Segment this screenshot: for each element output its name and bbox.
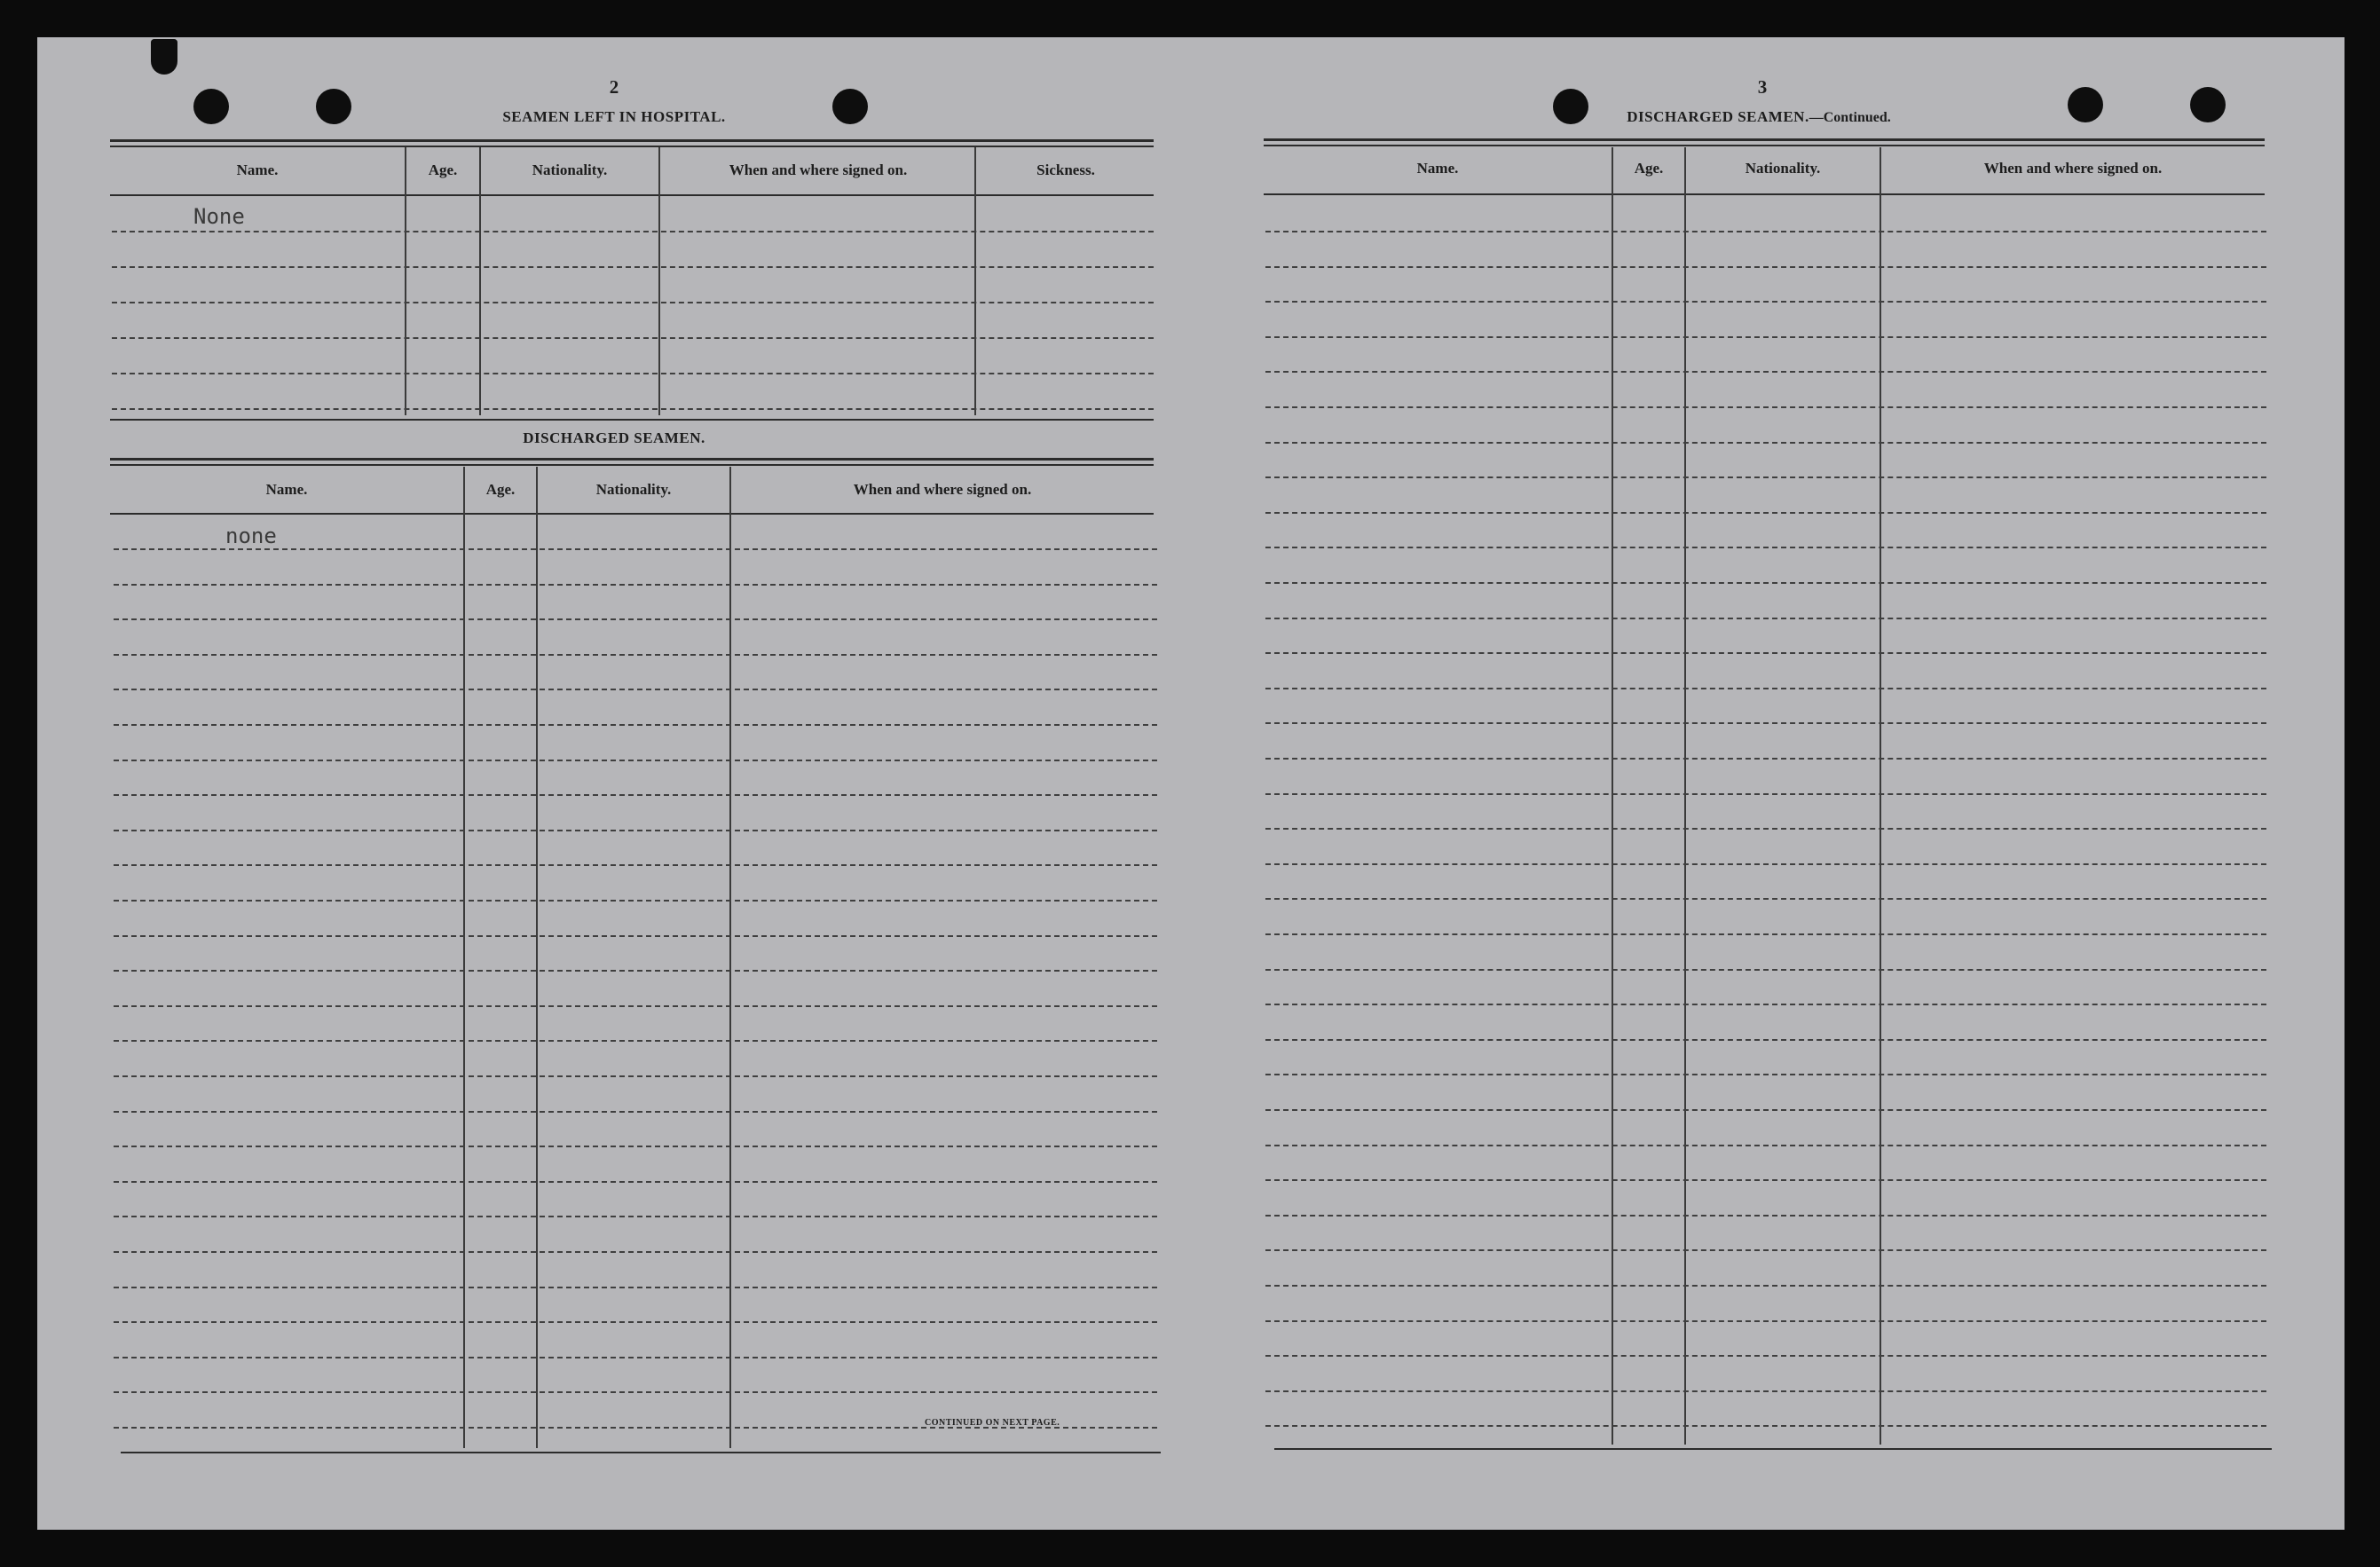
continued-suffix: —Continued. [1809, 110, 1891, 125]
discharged-entry: none [225, 524, 277, 548]
entry-line [1265, 688, 2266, 689]
discharged-section-title: DISCHARGED SEAMEN. [523, 429, 705, 446]
entry-line [1265, 1004, 2266, 1005]
hospital-col-name: Name. [236, 161, 279, 178]
entry-line [1265, 1355, 2266, 1357]
right-page [37, 37, 2345, 1530]
entry-line [1265, 1039, 2266, 1041]
hospital-section-title: SEAMEN LEFT IN HOSPITAL. [502, 108, 726, 125]
right-col-age: Age. [1634, 160, 1664, 177]
entry-line [1265, 336, 2266, 338]
hospital-col-age: Age. [428, 161, 458, 178]
right-bottom-rule [1274, 1448, 2272, 1450]
entry-line [1265, 618, 2266, 619]
right-col-nationality: Nationality. [1745, 160, 1821, 177]
entry-line [1265, 1215, 2266, 1217]
entry-line [1265, 828, 2266, 830]
entry-line [1265, 722, 2266, 724]
discharged-col-age: Age. [485, 481, 516, 498]
entry-line [1265, 547, 2266, 548]
hospital-col-nationality: Nationality. [532, 161, 608, 178]
hospital-col-signed-on: When and where signed on. [729, 161, 908, 178]
entry-line [1265, 476, 2266, 478]
discharged-continued-title [1581, 108, 1936, 126]
entry-line [1265, 1109, 2266, 1111]
entry-line [1265, 301, 2266, 303]
entry-line [1265, 1425, 2266, 1427]
entry-line [1265, 1390, 2266, 1392]
discharged-continued-title-main: DISCHARGED SEAMEN. [1627, 108, 1809, 125]
entry-line [1265, 933, 2266, 935]
discharged-col-name: Name. [265, 481, 308, 498]
page-number: 2 [609, 76, 619, 98]
entry-line [1265, 512, 2266, 514]
entry-line [1265, 652, 2266, 654]
entry-line [1265, 1320, 2266, 1322]
entry-line [1265, 1285, 2266, 1287]
entry-line [1265, 406, 2266, 408]
entry-line [1265, 1179, 2266, 1181]
entry-line [1265, 969, 2266, 971]
right-header-rule [1264, 145, 2265, 146]
entry-line [1265, 758, 2266, 760]
right-header-rule [1264, 138, 2265, 141]
entry-line [1265, 231, 2266, 232]
entry-line [1265, 442, 2266, 444]
entry-line [1265, 582, 2266, 584]
entry-line [1265, 1145, 2266, 1146]
hospital-entry: None [193, 204, 245, 229]
discharged-col-signed-on: When and where signed on. [853, 481, 1032, 498]
right-col-signed-on: When and where signed on. [1983, 160, 2163, 177]
page-number: 3 [1757, 76, 1768, 98]
ledger-sheet [37, 37, 2345, 1530]
entry-line [1265, 1249, 2266, 1251]
entry-line [1265, 371, 2266, 373]
continued-note: CONTINUED ON NEXT PAGE. [925, 1418, 1060, 1428]
discharged-col-nationality: Nationality. [595, 481, 672, 498]
right-col-name: Name. [1416, 160, 1459, 177]
hospital-col-sickness: Sickness. [1036, 161, 1095, 178]
entry-line [1265, 793, 2266, 795]
entry-line [1265, 1074, 2266, 1075]
right-header-underline [1264, 193, 2265, 195]
entry-line [1265, 898, 2266, 900]
entry-line [1265, 863, 2266, 865]
entry-line [1265, 266, 2266, 268]
